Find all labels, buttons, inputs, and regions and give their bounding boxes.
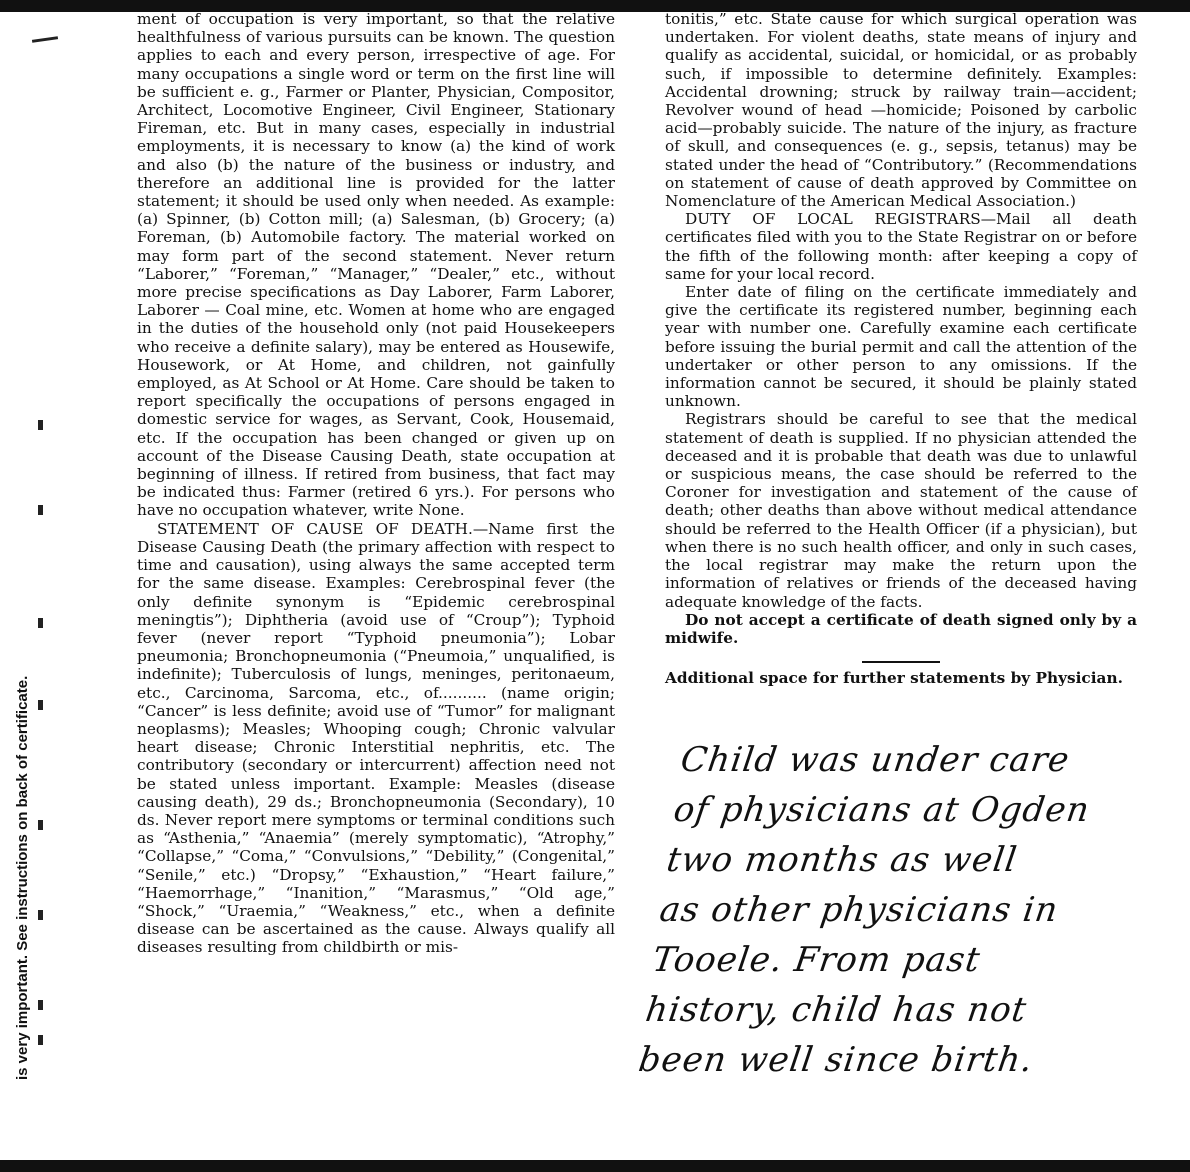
handwriting-line: of physicians at Ogden: [671, 790, 1093, 830]
margin-note-text: is very important. See instructions on back of certificate.: [14, 675, 31, 1080]
handwriting-line: Tooele. From past: [650, 940, 984, 980]
section-divider: [862, 661, 940, 663]
margin-note: [14, 520, 34, 1080]
punch-marks: [38, 300, 46, 1060]
surgical-violent-death-instructions: tonitis,” etc. State cause for which surgical operation was undertaken. For violent deaths, state means of injury and qualify as accidental, suicidal, or homicidal, or as probably such, if impossible to determine definitely. Examples: Accidental drowning; struck by railway train—accident; Revolver wound of head —homicide; Poisoned by carbolic acid—probably suicide. The nature of the injury, as fracture of skull, and consequences (e. g., sepsis, tetanus) may be stated under the head of “Contributory.” (Recommendations on statement of cause of death approved by Committee on Nomenclature of the American Medical Association.): [665, 10, 1137, 211]
handwriting-line: Child was under care: [678, 740, 1073, 780]
occupation-instructions: ment of occupation is very important, so that the relative healthfulness of various pursuits can be known. The question applies to each and every person, irrespective of age. For many occupations a single word or term on the first line will be sufficient e. g., Farmer or Planter, Physician, Compositor, Architect, Locomotive Engineer, Civil Engineer, Stationary Fireman, etc. But in many cases, especially in industrial employments, it is necessary to know (a) the kind of work and also (b) the nature of the business or industry, and therefore an additional line is provided for the latter statement; it should be used only when needed. As example: (a) Spinner, (b) Cotton mill; (a) Salesman, (b) Grocery; (a) Foreman, (b) Automobile factory. The material worked on may form part of the second statement. Never return “Laborer,” “Foreman,” “Manager,” “Dealer,” etc., without more precise specifications as Day Laborer, Farm Laborer, Laborer — Coal mine, etc. Women at home who are engaged in the duties of the household only (not paid Housekeepers who receive a definite salary), may be entered as Housewife, Housework, or At Home, and children, not gainfully employed, as At School or At Home. Care should be taken to report specifically the occupations of persons engaged in domestic service for wages, as Servant, Cook, Housemaid, etc. If the occupation has been changed or given up on account of the Disease Causing Death, state occupation at beginning of illness. If retired from business, that fact may be indicated thus: Farmer (retired 6 yrs.). For persons who have no occupation whatever, write None.: [137, 10, 615, 520]
medical-statement-instructions: Registrars should be careful to see that the medical statement of death is supplied. If no physician attended the deceased and it is probable that death was due to unlawful or suspicious means, the case should be referred to the Coroner for investigation and statement of the cause of death; other deaths than above without medical attendance should be referred to the Health Officer (if a physician), but when there is no such health officer, and only in such cases, the local registrar may make the return upon the information of relatives or friends of the deceased having adequate knowledge of the facts.: [665, 410, 1137, 611]
handwriting-line: been well since birth.: [636, 1040, 1036, 1080]
physician-handwritten-statement: [635, 735, 1184, 1085]
scan-bottom-edge: [0, 1160, 1190, 1172]
handwriting-line: as other physicians in: [657, 890, 1061, 930]
filing-instructions: Enter date of filing on the certificate immediately and give the certificate its registered number, beginning each year with number one. Carefully examine each certificate before issuing the burial permit and call the attention of the undertaker or other person to any omissions. If the information cannot be secured, it should be plainly stated unknown.: [665, 283, 1137, 411]
midwife-warning: Do not accept a certificate of death signed only by a midwife.: [665, 610, 1137, 647]
cause-of-death-instructions: STATEMENT OF CAUSE OF DEATH.—Name first the Disease Causing Death (the primary affection with respect to time and causation), using always the same accepted term for the same disease. Examples: Cerebrospinal fever (the only definite synonym is “Epidemic cerebrospinal meningtis”); Diphtheria (avoid use of “Croup”); Typhoid fever (never report “Typhoid pneumonia”); Lobar pneumonia; Bronchopneumonia (“Pneumoia,” unqualified, is indefinite); Tuberculosis of lungs, meninges, peritonaeum, etc., Carcinoma, Sarcoma, etc., of.......... (name origin; “Cancer” is less definite; avoid use of “Tumor” for malignant neoplasms); Measles; Whooping cough; Chronic valvular heart disease; Chronic Interstitial nephritis, etc. The contributory (secondary or intercurrent) affection need not be stated unless important. Example: Measles (disease causing death), 29 ds.; Bronchopneumonia (Secondary), 10 ds. Never report mere symptoms or terminal conditions such as “Asthenia,” “Anaemia” (merely symptomatic), “Atrophy,” “Collapse,” “Coma,” “Convulsions,” “Debility,” (Congenital,” “Senile,” etc.) “Dropsy,” “Exhaustion,” “Heart failure,” “Haemorrhage,” “Inanition,” “Marasmus,” “Old age,” “Shock,” “Uraemia,” “Weakness,” etc., when a definite disease can be ascertained as the cause. Always qualify all diseases resulting from childbirth or mis-: [137, 519, 615, 957]
right-column: [665, 10, 1137, 687]
additional-space-heading: Additional space for further statements by Physician.: [665, 669, 1123, 688]
scan-corner-mark: [32, 36, 58, 43]
left-column: [137, 10, 615, 957]
handwriting-line: two months as well: [664, 840, 1020, 880]
duty-of-registrars: DUTY OF LOCAL REGISTRARS—Mail all death certificates filed with you to the State Registrar on or before the fifth of the following month: after keeping a copy of same for your local record.: [665, 210, 1137, 283]
handwriting-line: history, child has not: [643, 990, 1030, 1030]
